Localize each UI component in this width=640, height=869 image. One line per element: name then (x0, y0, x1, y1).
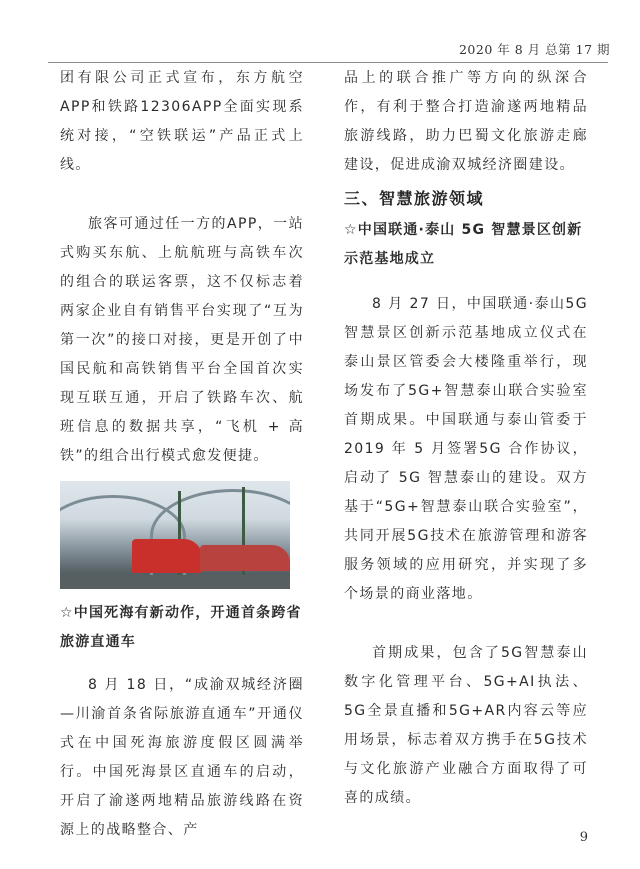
right-column (344, 64, 588, 813)
train-station-photo (60, 481, 290, 589)
section-heading-smart-tourism: 三、智慧旅游领域 (344, 189, 485, 208)
paragraph-first-results: 首期成果，包含了5G智慧泰山数字化管理平台、5G+AI执法、5G全景直播和5G+AR内容云等应用场景，标志着双方携手在5G技术与文化旅游产业融合方面取得了可喜的成绩。 (344, 645, 588, 806)
paragraph-air-rail-intro: 团有限公司正式宣布，东方航空APP和铁路12306APP全面实现系统对接，“空铁联运”产品正式上线。 (60, 70, 304, 173)
paragraph-gap (60, 659, 304, 671)
catenary-pole (242, 487, 245, 589)
paragraph-air-rail-detail: 旅客可通过任一方的APP，一站式购买东航、上航航班与高铁车次的组合的联运客票，这不仅标志着两家企业自有销售平台实现了“互为第一次”的接口对接，更是开创了中国民航和高铁销售平台全国首次实现互联互通，开启了铁路车次、航班信息的数据共享，“飞机 + 高铁”的组合出行模式愈发便捷。 (60, 216, 304, 464)
paragraph-continued: 品上的联合推广等方向的纵深合作，有利于整合打造渝遂两地精品旅游线路，助力巴蜀文化旅游走廊建设，促进成渝双城经济圈建设。 (344, 70, 588, 173)
subheading-dead-sea: ☆中国死海有新动作，开通首条跨省旅游直通车 (60, 605, 302, 650)
left-column (60, 64, 304, 845)
paragraph-gap (60, 180, 304, 210)
platform (60, 575, 290, 589)
header-divider (48, 62, 608, 63)
paragraph-taishan-5g: 8 月 27 日，中国联通·泰山5G智慧景区创新示范基地成立仪式在泰山景区管委会大楼隆重举行，现场发布了5G+智慧泰山联合实验室首期成果。中国联通与泰山管委于 2019 年 5 月签署5G 合作协议，启动了 5G 智慧泰山的建设。双方基于“5G+智慧泰山联合实验室”，共同开展5G技术在旅游管理和游客服务领域的应用研究，并实现了多个场景的商业落地。 (344, 296, 588, 602)
page-number: 9 (579, 830, 588, 845)
red-train (132, 539, 202, 573)
paragraph-gap (344, 276, 588, 290)
red-train (200, 545, 290, 571)
paragraph-dead-sea: 8 月 18 日，“成渝双城经济圈—川渝首条省际旅游直通车”开通仪式在中国死海旅游度假区圆满举行。中国死海景区直通车的启动，开启了渝遂两地精品旅游线路在资源上的战略整合、产 (60, 677, 304, 838)
subheading-taishan-5g: ☆中国联通·泰山 5G 智慧景区创新示范基地成立 (344, 222, 583, 267)
paragraph-gap (344, 609, 588, 639)
issue-header: 2020 年 8 月 总第 17 期 (458, 42, 610, 57)
